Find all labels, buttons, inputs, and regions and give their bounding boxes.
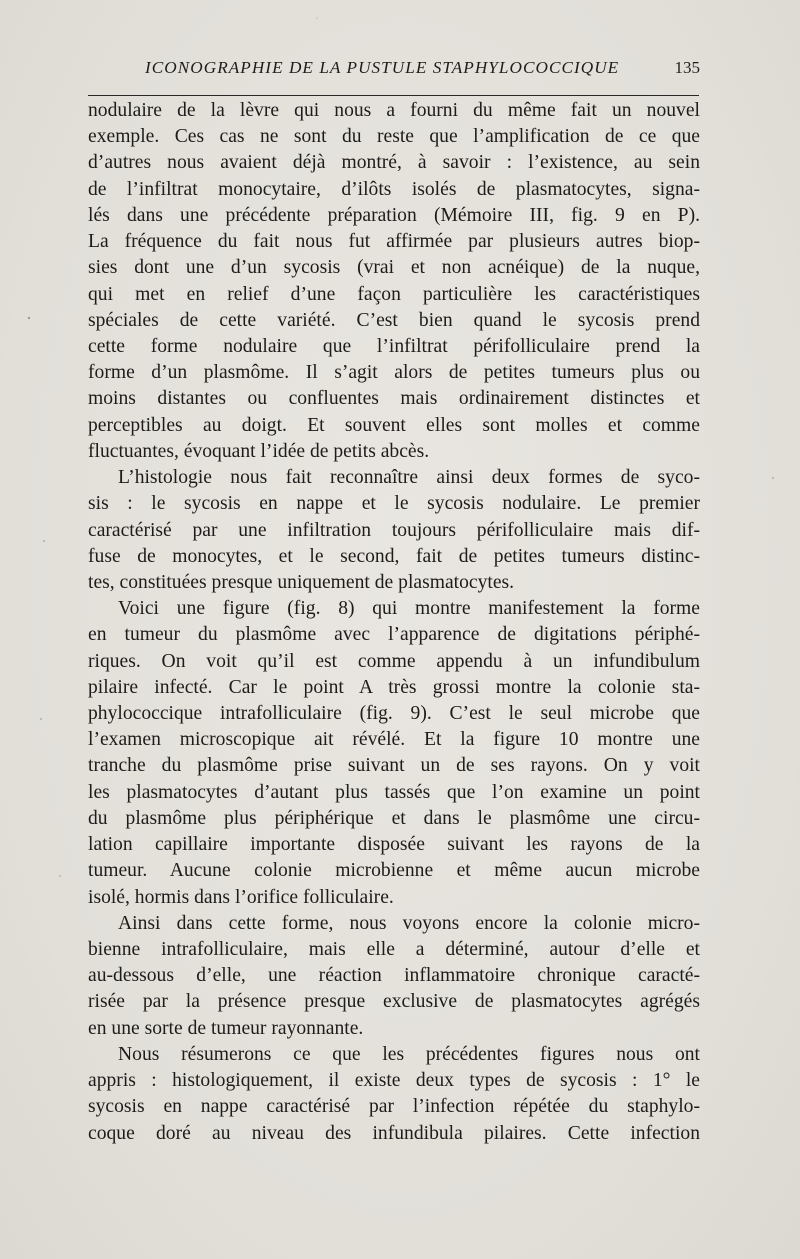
text-line: riques. On voit qu’il est comme appendu à un infundibulum [88,650,700,672]
text-line: l’examen microscopique ait révélé. Et la figure 10 montre une [88,729,700,751]
text-line: pilaire infecté. Car le point A très grossi montre la colonie sta- [88,676,700,698]
text-line: L’histologie nous fait reconnaître ainsi deux formes de syco- [118,467,700,489]
text-line: La fréquence du fait nous fut affirmée par plusieurs autres biop- [88,231,700,253]
header-rule [88,95,699,96]
text-line: lés dans une précédente préparation (Mémoire III, fig. 9 en P). [88,204,700,226]
text-line: sycosis en nappe caractérisé par l’infection répétée du staphylo- [88,1096,700,1118]
text-line: tes, constituées presque uniquement de plasmatocytes. [88,571,515,593]
text-line: du plasmôme plus périphérique et dans le plasmôme une circu- [88,807,700,829]
text-line: nodulaire de la lèvre qui nous a fourni du même fait un nouvel [88,100,700,121]
text-line: appris : histologiquement, il existe deux types de sycosis : 1° le [88,1070,700,1092]
text-line: Voici une figure (fig. 8) qui montre manifestement la forme [118,598,700,620]
text-line: de l’infiltrat monocytaire, d’ilôts isolés de plasmatocytes, signa- [88,178,700,200]
paper-speck [28,317,30,319]
text-line: risée par la présence presque exclusive de plasmatocytes agrégés [88,991,700,1013]
text-line: coque doré au niveau des infundibula pilaires. Cette infection [88,1122,700,1144]
text-line: fluctuantes, évoquant l’idée de petits abcès. [88,440,430,462]
paper-speck [772,477,774,479]
text-line: Nous résumerons ce que les précédentes figures nous ont [118,1043,700,1065]
text-line: isolé, hormis dans l’orifice folliculaire. [88,886,394,908]
text-line: sis : le sycosis en nappe et le sycosis nodulaire. Le premier [88,493,700,515]
text-line: cette forme nodulaire que l’infiltrat périfolliculaire prend la [88,335,700,357]
page-number: 135 [674,58,700,77]
paper-speck [40,718,42,720]
text-line: perceptibles au doigt. Et souvent elles sont molles et comme [88,414,700,436]
text-line: en une sorte de tumeur rayonnante. [88,1017,364,1039]
text-line: sies dont une d’un sycosis (vrai et non acnéique) de la nuque, [88,257,700,279]
text-line: fuse de monocytes, et le second, fait de petites tumeurs distinc- [88,545,700,567]
text-line: moins distantes ou confluentes mais ordinairement distinctes et [88,388,700,410]
text-line: bienne intrafolliculaire, mais elle a déterminé, autour d’elle et [88,939,700,960]
paper-speck [43,540,45,542]
text-line: forme d’un plasmôme. Il s’agit alors de petites tumeurs plus ou [88,362,700,384]
body-text [88,98,700,1147]
text-line: spéciales de cette variété. C’est bien quand le sycosis prend [88,309,700,331]
text-line: phylococcique intrafolliculaire (fig. 9). C’est le seul microbe que [88,703,700,725]
running-head [88,56,700,84]
text-line: tranche du plasmôme prise suivant un de ses rayons. On y voit [88,755,700,777]
text-line: Ainsi dans cette forme, nous voyons encore la colonie micro- [118,912,700,934]
text-line: d’autres nous avaient déjà montré, à savoir : l’existence, au sein [88,152,700,174]
text-line: qui met en relief d’une façon particulière les caractéristiques [88,283,700,305]
text-line: les plasmatocytes d’autant plus tassés que l’on examine un point [88,781,700,803]
text-line: tumeur. Aucune colonie microbienne et même aucun microbe [88,860,700,882]
paper-speck [316,17,317,18]
text-line: en tumeur du plasmôme avec l’apparence de digitations périphé- [88,624,700,646]
running-title: ICONOGRAPHIE DE LA PUSTULE STAPHYLOCOCCIQUE [145,58,620,77]
text-line: lation capillaire importante disposée suivant les rayons de la [88,834,700,856]
text-line: exemple. Ces cas ne sont du reste que l’amplification de ce que [88,126,700,148]
paper-speck [59,875,61,877]
text-line: au-dessous d’elle, une réaction inflammatoire chronique caracté- [88,965,700,987]
text-line: caractérisé par une infiltration toujours périfolliculaire mais dif- [88,519,700,541]
